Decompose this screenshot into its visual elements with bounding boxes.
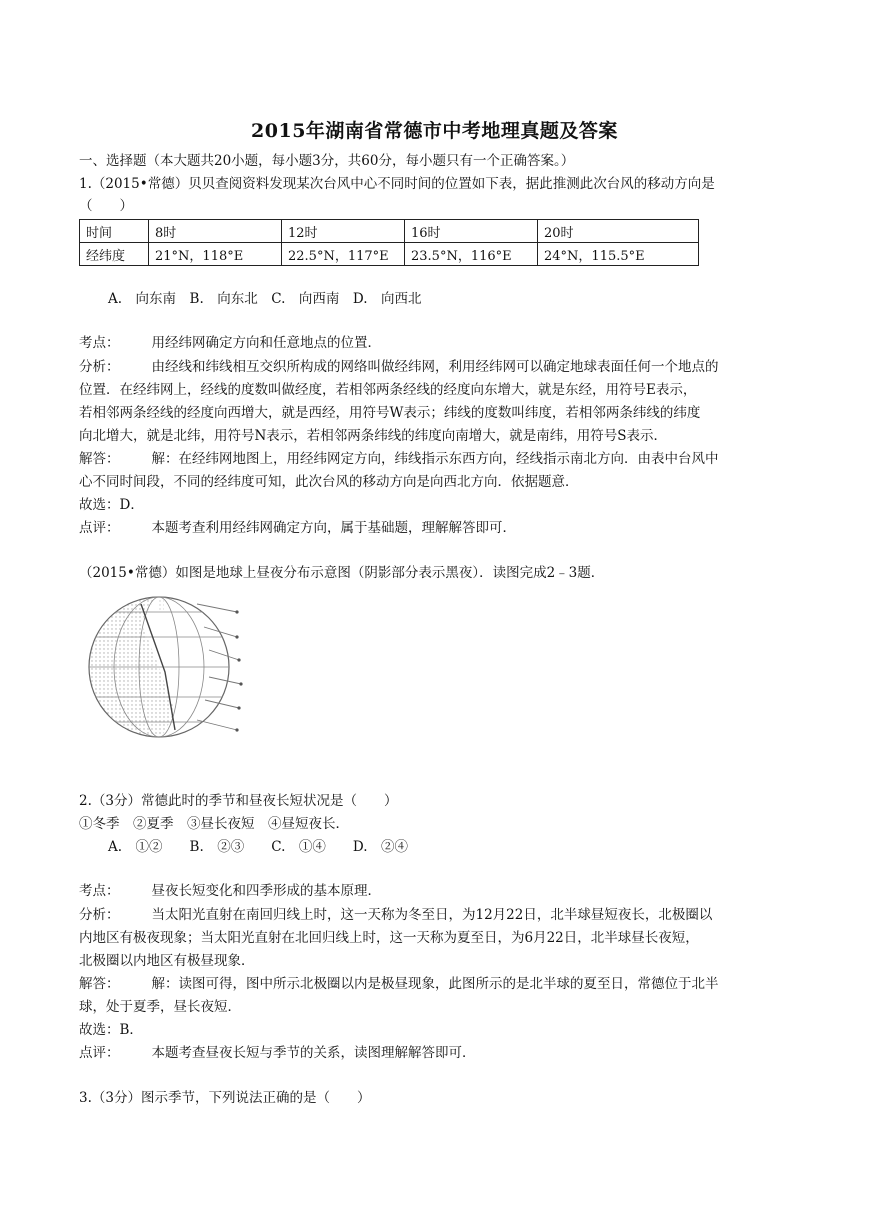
fenxi-text: 当太阳光直射在南回归线上时，这一天称为冬至日，为12月22日，北半球昼短夜长，北极圈以: [151, 907, 713, 923]
q2-jieda-line: [79, 973, 719, 995]
section-heading: 一、选择题（本大题共20小题，每小题3分，共60分，每小题只有一个正确答案。）: [79, 153, 575, 169]
table-row: [80, 243, 699, 266]
table-header-row: [80, 220, 699, 243]
q1-kaodian: [79, 332, 381, 354]
q2-kaodian: [79, 880, 381, 902]
page-title: 2015年湖南省常德市中考地理真题及答案: [251, 120, 618, 142]
table-cell: 20时: [538, 220, 699, 243]
dianping-label: 点评：: [79, 1045, 120, 1061]
q2-jieda-line: 球，处于夏季，昼长夜短．: [79, 999, 241, 1015]
fenxi-label: 分析：: [79, 907, 120, 923]
typhoon-position-table: [79, 219, 699, 266]
q2-choices: ①冬季 ②夏季 ③昼长夜短 ④昼短夜长．: [79, 816, 349, 832]
q2-fenxi-line: 北极圈以内地区有极昼现象．: [79, 953, 255, 969]
sun-ray-arrowheads: [235, 610, 242, 731]
q1-stem: 1.（2015•常德）贝贝查阅资料发现某次台风中心不同时间的位置如下表，据此推测此次台风的移动方向是: [79, 176, 715, 192]
table-cell: 21°N，118°E: [149, 243, 282, 266]
q1-stem-bracket: （ ）: [79, 198, 133, 214]
q2-stem: 2.（3分）常德此时的季节和昼夜长短状况是（ ）: [79, 793, 398, 809]
q1-fenxi-line: 位置．在经纬网上，经线的度数叫做经度，若相邻两条经线的经度向东增大，就是东经，用符号E表示，: [79, 382, 697, 398]
jieda-label: 解答：: [79, 976, 120, 992]
q2-options: A. ①② B. ②③ C. ①④ D. ②④: [108, 839, 409, 855]
q1-fenxi-line: [79, 356, 719, 378]
table-cell: 16时: [405, 220, 538, 243]
jieda-text: 解：在经纬网地图上，用经纬网定方向，纬线指示东西方向，经线指示南北方向．由表中台风中: [151, 451, 719, 467]
q2-dianping: [79, 1042, 476, 1064]
q1-dianping: [79, 517, 516, 539]
q2-3-intro: （2015•常德）如图是地球上昼夜分布示意图（阴影部分表示黑夜）．读图完成2﹣3题．: [79, 565, 605, 581]
q1-jieda-line: 心不同时间段，不同的经纬度可知，此次台风的移动方向是向西北方向．依据题意．: [79, 474, 579, 490]
q1-fenxi-line: 向北增大，就是北纬，用符号N表示，若相邻两条纬线的纬度向南增大，就是南纬，用符号S表示．: [79, 428, 668, 444]
fenxi-text: 由经线和纬线相互交织所构成的网络叫做经纬网，利用经纬网可以确定地球表面任何一个地点的: [151, 359, 719, 375]
kaodian-text: 用经纬网确定方向和任意地点的位置．: [151, 335, 381, 351]
table-cell: 时间: [80, 220, 149, 243]
table-cell: 22.5°N，117°E: [282, 243, 405, 266]
dianping-text: 本题考查利用经纬网确定方向，属于基础题，理解解答即可．: [151, 520, 516, 536]
fenxi-label: 分析：: [79, 359, 120, 375]
q2-answer: 故选：B．: [79, 1022, 143, 1038]
jieda-text: 解：读图可得，图中所示北极圈以内是极昼现象，此图所示的是北半球的夏至日，常德位于北半: [151, 976, 719, 992]
kaodian-label: 考点：: [79, 335, 120, 351]
dianping-label: 点评：: [79, 520, 120, 536]
table-cell: 8时: [149, 220, 282, 243]
q2-fenxi-line: [79, 904, 712, 926]
table-cell: 经纬度: [80, 243, 149, 266]
q1-answer: 故选：D．: [79, 497, 144, 513]
q1-options: A. 向东南 B. 向东北 C. 向西南 D. 向西北: [108, 291, 422, 307]
q1-fenxi-line: 若相邻两条经线的经度向西增大，就是西经，用符号W表示；纬线的度数叫纬度，若相邻两条纬线的纬度: [79, 405, 701, 421]
q1-jieda-line: [79, 448, 719, 470]
jieda-label: 解答：: [79, 451, 120, 467]
q2-fenxi-line: 内地区有极夜现象；当太阳光直射在北回归线上时，这一天称为夏至日，为6月22日，北半球昼长夜短，: [79, 930, 699, 946]
day-night-globe-figure: [79, 592, 249, 742]
table-cell: 12时: [282, 220, 405, 243]
q3-stem: 3.（3分）图示季节，下列说法正确的是（ ）: [79, 1090, 371, 1106]
table-cell: 24°N，115.5°E: [538, 243, 699, 266]
dianping-text: 本题考查昼夜长短与季节的关系，读图理解解答即可．: [151, 1045, 476, 1061]
kaodian-text: 昼夜长短变化和四季形成的基本原理．: [151, 883, 381, 899]
table-cell: 23.5°N，116°E: [405, 243, 538, 266]
kaodian-label: 考点：: [79, 883, 120, 899]
